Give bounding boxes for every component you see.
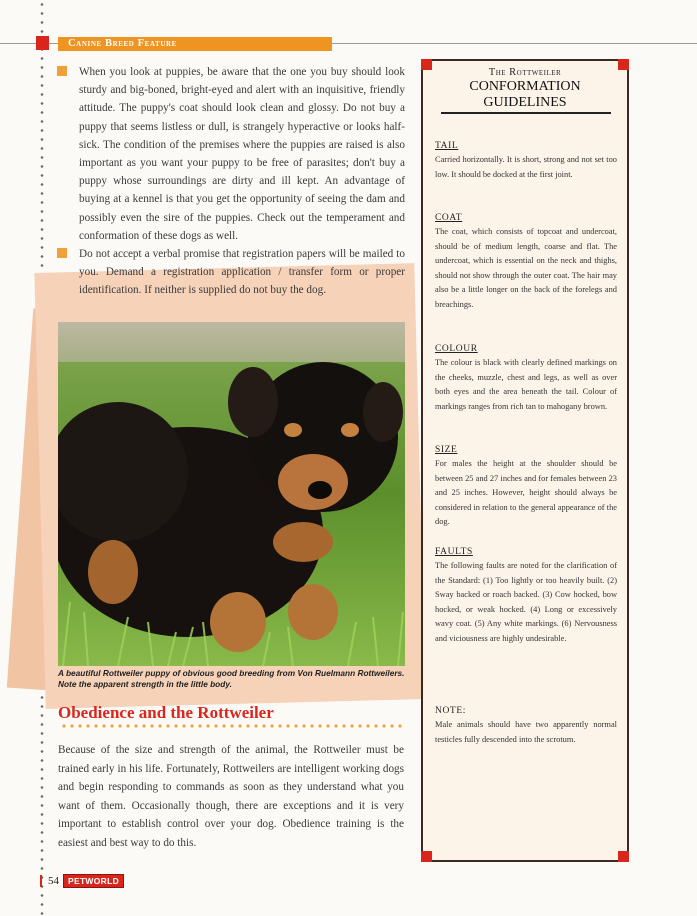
sidebar-section-tail — [435, 141, 617, 182]
section-text: Carried horizontally. It is short, strong and not set too low. It should be docked at the first joint. — [435, 155, 617, 179]
puppy-photo — [58, 322, 405, 666]
sidebar-title-line-2: GUIDELINES — [483, 95, 567, 110]
section-text: The coat, which consists of topcoat and undercoat, should be of medium length, coarse and flat. The undercoat, which is essential on the neck and thighs, should not show through the outer coat. The hair may also be a little longer on the back of the forelegs and breachings. — [435, 227, 617, 309]
conformation-sidebar — [421, 59, 629, 862]
sidebar-title — [423, 79, 627, 111]
section-text: For males the height at the shoulder should be between 25 and 27 inches and for females between 23 and 25 inches. However, height should always be considered in relation to the general appearance of the dog. — [435, 459, 617, 527]
section-text: Male animals should have two apparently normal testicles fully descended into the scrotum. — [435, 720, 617, 744]
sidebar-section-colour — [435, 344, 617, 414]
rottweiler-puppy-image — [58, 322, 405, 666]
sidebar-section-faults — [435, 547, 617, 647]
section-heading: COLOUR — [435, 344, 478, 354]
corner-square — [421, 851, 432, 862]
bullet-square-icon — [57, 66, 67, 76]
page-number: 54 — [40, 875, 63, 887]
sidebar-section-coat — [435, 213, 617, 313]
sidebar-section-note — [435, 706, 617, 747]
photo-caption: A beautiful Rottweiler puppy of obvious good breeding from Von Ruelmann Rottweilers. Note the apparent strength in the little body. — [58, 668, 405, 689]
section-text: The colour is black with clearly defined markings on the cheeks, muzzle, chest and legs, as well as over both eyes and the area beneath the tail. Colour of markings ranges from rich tan to mahogany brown. — [435, 358, 617, 411]
heading-dotted-rule — [60, 724, 404, 728]
corner-square — [618, 851, 629, 862]
intro-paragraph-2: Do not accept a verbal promise that registration papers will be mailed to you. Demand a registration application / transfer form or proper identification. If neither is supplied do not buy the dog. — [79, 248, 405, 297]
obedience-text: Because of the size and strength of the animal, the Rottweiler must be trained early in his life. Fortunately, Rottweilers are intelligent working dogs and begin responding to commands as soon as they understand what you want of them. Occasionally though, there are exceptions and it is very important to establish control over your dog. Obedience training is the easiest and best way to do this. — [58, 744, 404, 849]
intro-paragraph-1: When you look at puppies, be aware that the one you buy should look sturdy and big-boned, bright-eyed and alert with an inquisitive, friendly attitude. The puppy's coat should look clean and glossy. Do not buy a puppy that seems listless or dull, is strangely hyperactive or looks half-sick. The condition of the premises where the puppies are raised is also important as you want your puppy to be free of parasites; don't buy a puppy whose surroundings are dirty and ill kept. An advantage of buying at a kennel is that you get the opportunity of seeing the dam and possibly even the sire of the puppies. Check out the temperament and conformation of these dogs as well. — [79, 66, 405, 242]
section-heading: COAT — [435, 213, 463, 223]
section-heading: TAIL — [435, 141, 459, 151]
page-footer — [40, 871, 124, 890]
section-heading: SIZE — [435, 445, 458, 455]
section-heading: NOTE: — [435, 706, 466, 716]
magazine-logo: PETWORLD — [63, 874, 124, 888]
sidebar-title-rule — [441, 112, 611, 114]
sidebar-title-line-1: CONFORMATION — [469, 79, 581, 94]
sidebar-subtitle: The Rottweiler — [488, 67, 562, 78]
header-red-square — [36, 36, 49, 50]
section-text: The following faults are noted for the clarification of the Standard: (1) Too lightly or too heavily built. (2) Sway backed or roach backed. (3) Cow hocked, bow hocked, or weak hocked. (4) Long or excessively wavy coat. (5) Any white markings. (6) Nervousness and viciousness are highly undesirable. — [435, 561, 617, 643]
intro-paragraph — [79, 245, 405, 300]
section-heading: FAULTS — [435, 547, 473, 557]
intro-text — [79, 63, 405, 300]
intro-paragraph — [79, 63, 405, 245]
bullet-square-icon — [57, 248, 67, 258]
feature-label: Canine Breed Feature — [58, 37, 332, 51]
sidebar-section-size — [435, 445, 617, 530]
obedience-heading: Obedience and the Rottweiler — [58, 703, 274, 722]
